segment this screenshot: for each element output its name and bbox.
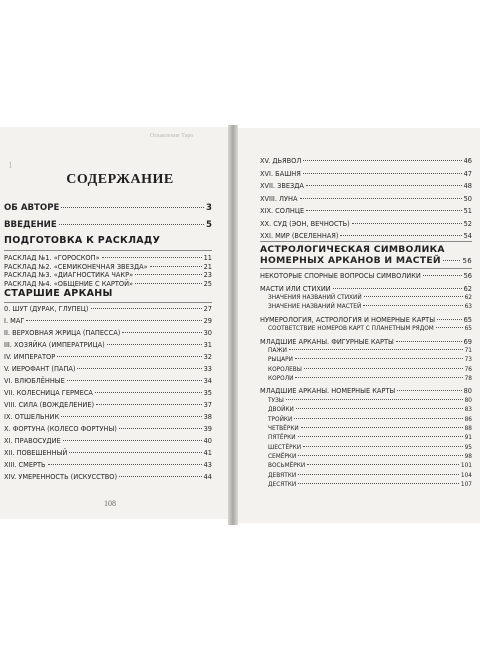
toc-entry-astrology[interactable] [260, 255, 472, 266]
entry-page: 41 [203, 449, 212, 457]
toc-entry-section[interactable] [260, 316, 472, 324]
entry-label: ВОСЬМЁРКИ [268, 463, 306, 470]
entry-label: XV. ДЬЯВОЛ [260, 157, 302, 165]
toc-entry-subsection[interactable] [268, 445, 472, 451]
toc-entry-arcanum[interactable] [260, 170, 472, 178]
entry-page: 73 [464, 357, 472, 364]
entry-page: 44 [203, 473, 212, 481]
dot-leader [437, 319, 462, 320]
dot-leader [135, 283, 202, 284]
toc-entry-arcanum[interactable] [4, 389, 212, 397]
toc-entry-subsection[interactable] [268, 454, 472, 460]
toc-entry-arcanum[interactable] [4, 317, 212, 325]
dot-leader [57, 356, 201, 357]
dot-leader [295, 377, 462, 378]
faint-header: Оглавление Таро [150, 133, 194, 139]
dot-leader [61, 207, 204, 208]
section-heading-preparation: ПОДГОТОВКА К РАСКЛАДУ [4, 235, 161, 246]
entry-page: 47 [463, 169, 472, 178]
entry-page: 30 [203, 329, 212, 337]
entry-page: 54 [463, 232, 472, 240]
dot-leader [333, 288, 462, 289]
entry-page: 86 [464, 416, 472, 423]
toc-entry-arcanum[interactable] [4, 461, 212, 469]
entry-label: ДЕСЯТКИ [268, 482, 297, 489]
toc-entry-subsection[interactable] [268, 473, 472, 479]
toc-entry-arcanum[interactable] [260, 157, 472, 165]
entry-page: 65 [463, 315, 472, 324]
toc-entry-arcanum[interactable] [4, 353, 212, 361]
divider [260, 241, 472, 242]
entry-label: V. ИЕРОФАНТ (ПАПА) [4, 365, 76, 373]
toc-entry-arcanum[interactable] [4, 425, 212, 433]
entry-page: 50 [463, 194, 472, 203]
entry-page: 33 [203, 365, 212, 373]
entry-label: XI. ПРАВОСУДИЕ [4, 437, 61, 445]
entry-page: 51 [463, 207, 472, 215]
dot-leader [59, 224, 204, 225]
entry-label: ПАЖИ [268, 348, 287, 355]
dot-leader [122, 332, 201, 333]
entry-page: 37 [203, 401, 212, 409]
dot-leader [150, 266, 202, 267]
divider [260, 268, 472, 269]
entry-page: 25 [203, 279, 212, 288]
dot-leader [295, 358, 463, 359]
toc-entry-arcanum[interactable] [4, 377, 212, 385]
dot-leader [298, 455, 462, 456]
dot-leader [63, 440, 202, 441]
dot-leader [303, 173, 462, 174]
toc-entry-spread[interactable] [4, 271, 212, 279]
entry-page: 56 [463, 272, 472, 280]
toc-entry-subsection[interactable] [268, 398, 472, 404]
toc-entry-arcanum[interactable] [4, 329, 212, 337]
entry-page: 23 [203, 271, 212, 279]
entry-label: XXI. МИР (ВСЕЛЕННАЯ) [260, 232, 339, 240]
entry-page: 32 [203, 353, 212, 361]
dot-leader [303, 160, 461, 161]
toc-entry-section[interactable] [260, 387, 472, 395]
entry-page: 46 [463, 157, 472, 165]
toc-entry-arcanum[interactable] [4, 365, 212, 373]
dot-leader [307, 464, 459, 465]
toc-entry-subsection[interactable] [268, 435, 472, 441]
entry-page: 21 [203, 262, 212, 271]
entry-page: 35 [203, 389, 212, 397]
entry-page: 43 [203, 461, 212, 469]
dot-leader [119, 428, 202, 429]
entry-label: XVIII. ЛУНА [260, 194, 298, 203]
entry-page: 63 [464, 304, 472, 311]
toc-entry-arcanum[interactable] [260, 232, 472, 240]
section-heading-major-arcana: СТАРШИЕ АРКАНЫ [4, 288, 113, 299]
entry-page: 78 [464, 376, 472, 383]
entry-label: ЧЕТВЁРКИ [268, 426, 299, 432]
entry-label: МАСТИ ИЛИ СТИХИИ [260, 284, 331, 293]
toc-entry-subsection[interactable] [268, 376, 472, 382]
entry-label: XVI. БАШНЯ [260, 169, 301, 178]
entry-page: 80 [464, 397, 472, 404]
entry-label: IX. ОТШЕЛЬНИК [4, 413, 60, 421]
toc-entry-subsection[interactable] [268, 426, 472, 432]
toc-entry-arcanum[interactable] [4, 341, 212, 349]
entry-label: РЫЦАРИ [268, 357, 293, 364]
dot-leader [300, 198, 462, 199]
entry-page: 62 [464, 295, 472, 301]
entry-page: 69 [463, 337, 472, 346]
toc-entry-arcanum[interactable] [4, 413, 212, 421]
dot-leader [396, 341, 462, 342]
entry-label: ДВОЙКИ [268, 407, 294, 414]
entry-label: I. МАГ [4, 317, 25, 325]
toc-entry-introduction[interactable] [4, 220, 212, 230]
dot-leader [135, 274, 202, 275]
entry-page: 91 [464, 435, 472, 442]
dot-leader [119, 476, 202, 477]
entry-label: XX. СУД (ЭОН, ВЕЧНОСТЬ) [260, 219, 350, 228]
entry-page: 98 [464, 454, 472, 461]
faint-number: 1 [8, 160, 13, 170]
toc-entry-section[interactable] [260, 272, 472, 280]
toc-entry-subsection[interactable] [268, 407, 472, 413]
entry-page: 40 [203, 437, 212, 445]
entry-label: III. ХОЗЯЙКА (ИМПЕРАТРИЦА) [4, 341, 105, 349]
entry-label: СООТВЕТСТВИЕ НОМЕРОВ КАРТ С ПЛАНЕТНЫМ РЯДОМ [268, 326, 434, 333]
entry-page: 11 [203, 254, 212, 262]
dot-leader [436, 327, 463, 328]
entry-page: 56 [462, 257, 472, 265]
entry-label: РАСКЛАД №1. «ГОРОСКОП» [4, 254, 100, 262]
dot-leader [77, 368, 201, 369]
entry-page: 3 [206, 203, 212, 213]
entry-label: ТРОЙКИ [268, 416, 293, 423]
dot-leader [423, 275, 462, 276]
dot-leader [304, 368, 463, 369]
entry-label: VII. КОЛЕСНИЦА ГЕРМЕСА [4, 389, 93, 397]
entry-label: ШЕСТЁРКИ [268, 444, 302, 451]
dot-leader [69, 452, 201, 453]
entry-label: РАСКЛАД №3. «ДИАГНОСТИКА ЧАКР» [4, 271, 134, 279]
dot-leader [48, 464, 202, 465]
entry-page: 83 [464, 407, 472, 414]
entry-page: 39 [203, 425, 212, 433]
dot-leader [298, 483, 459, 484]
dot-leader [363, 305, 462, 306]
entry-label: II. ВЕРХОВНАЯ ЖРИЦА (ПАПЕССА) [4, 329, 121, 337]
entry-label: РАСКЛАД №4. «ОБЩЕНИЕ С КАРТОЙ» [4, 279, 134, 288]
entry-label: XII. ПОВЕШЕННЫЙ [4, 449, 68, 457]
dot-leader [303, 446, 463, 447]
entry-page: 27 [203, 305, 212, 313]
toc-entry-arcanum[interactable] [260, 182, 472, 190]
entry-label: VIII. СИЛА (ВОЖДЕЛЕНИЕ) [4, 401, 95, 409]
dot-leader [96, 404, 202, 405]
entry-page: 5 [206, 220, 212, 230]
toc-entry-subsection[interactable] [268, 295, 472, 301]
divider [4, 250, 212, 251]
toc-entry-section[interactable] [260, 285, 472, 293]
toc-entry-subsection[interactable] [268, 367, 472, 373]
entry-label: ВВЕДЕНИЕ [4, 220, 57, 230]
entry-label: ДЕВЯТКИ [268, 472, 297, 479]
entry-page: 62 [463, 284, 472, 293]
dot-leader [443, 260, 461, 261]
dot-leader [306, 210, 461, 211]
entry-label: XIV. УМЕРЕННОСТЬ (ИСКУССТВО) [4, 473, 118, 481]
entry-label: НОМЕРНЫХ АРКАНОВ И МАСТЕЙ [260, 255, 441, 266]
entry-page: 29 [203, 317, 212, 325]
entry-label: НУМЕРОЛОГИЯ, АСТРОЛОГИЯ И НОМЕРНЫЕ КАРТЫ [260, 315, 436, 324]
entry-label: НЕКОТОРЫЕ СПОРНЫЕ ВОПРОСЫ СИМВОЛИКИ [260, 272, 421, 280]
toc-entry-subsection[interactable] [268, 304, 472, 310]
entry-page: 71 [464, 348, 472, 355]
toc-entry-arcanum[interactable] [260, 207, 472, 215]
toc-entry-arcanum[interactable] [4, 473, 212, 481]
toc-entry-subsection[interactable] [268, 482, 472, 488]
dot-leader [102, 257, 202, 258]
entry-page: 88 [464, 426, 472, 432]
entry-label: СЕМЁРКИ [268, 454, 297, 461]
entry-label: VI. ВЛЮБЛЁННЫЕ [4, 377, 65, 385]
entry-label: КОРОЛЕВЫ [268, 366, 302, 373]
divider [4, 302, 212, 303]
entry-page: 95 [464, 444, 472, 451]
dot-leader [298, 474, 459, 475]
toc-entry-arcanum[interactable] [4, 305, 212, 313]
dot-leader [340, 235, 461, 236]
entry-label: X. ФОРТУНА (КОЛЕСО ФОРТУНЫ) [4, 425, 117, 433]
toc-entry-arcanum[interactable] [4, 401, 212, 409]
entry-label: ОБ АВТОРЕ [4, 203, 60, 213]
toc-entry-arcanum[interactable] [260, 195, 472, 203]
dot-leader [301, 427, 463, 428]
dot-leader [95, 392, 202, 393]
entry-page: 107 [460, 482, 472, 489]
dot-leader [364, 296, 463, 297]
entry-label: КОРОЛИ [268, 376, 294, 383]
page-number: 108 [104, 499, 116, 508]
dot-leader [61, 416, 201, 417]
entry-page: 76 [464, 366, 472, 373]
entry-label: ТУЗЫ [268, 397, 284, 404]
entry-label: ЗНАЧЕНИЕ НАЗВАНИЙ МАСТЕЙ [268, 304, 362, 311]
entry-label: IV. ИМПЕРАТОР [4, 353, 56, 361]
toc-entry-subsection[interactable] [268, 417, 472, 423]
dot-leader [67, 380, 202, 381]
toc-entry-section[interactable] [260, 338, 472, 346]
entry-page: 101 [460, 463, 472, 470]
toc-entry-about-author[interactable] [4, 203, 212, 213]
entry-label: XIII. СМЕРТЬ [4, 461, 46, 469]
dot-leader [296, 408, 463, 409]
toc-entry-subsection[interactable] [268, 348, 472, 354]
entry-page: 52 [463, 219, 472, 228]
entry-label: ЗНАЧЕНИЯ НАЗВАНИЙ СТИХИЙ [268, 295, 362, 301]
entry-page: 80 [463, 387, 472, 396]
entry-page: 104 [460, 472, 472, 479]
entry-page: 48 [463, 182, 472, 190]
entry-label: XIX. СОЛНЦЕ [260, 207, 305, 215]
entry-page: 34 [203, 377, 212, 385]
dot-leader [306, 185, 462, 186]
toc-entry-subsection[interactable] [268, 326, 472, 332]
entry-label: ПЯТЁРКИ [268, 435, 296, 442]
entry-label: МЛАДШИЕ АРКАНЫ. НОМЕРНЫЕ КАРТЫ [260, 387, 396, 396]
entry-label: 0. ШУТ (ДУРАК, ГЛУПЕЦ) [4, 305, 89, 313]
entry-label: XVII. ЗВЕЗДА [260, 182, 304, 190]
entry-label: МЛАДШИЕ АРКАНЫ. ФИГУРНЫЕ КАРТЫ [260, 337, 394, 346]
toc-entry-spread[interactable] [4, 280, 212, 288]
toc-entry-subsection[interactable] [268, 463, 472, 469]
dot-leader [107, 344, 202, 345]
dot-leader [298, 436, 463, 437]
entry-label: РАСКЛАД №2. «СЕМИКОНЕЧНАЯ ЗВЕЗДА» [4, 262, 148, 271]
toc-entry-spread[interactable] [4, 254, 212, 262]
entry-page: 31 [203, 341, 212, 349]
dot-leader [294, 418, 462, 419]
page-title: СОДЕРЖАНИЕ [66, 172, 174, 187]
dot-leader [26, 320, 201, 321]
dot-leader [286, 399, 463, 400]
dot-leader [91, 308, 202, 309]
toc-entry-spread[interactable] [4, 263, 212, 271]
toc-entry-subsection[interactable] [268, 357, 472, 363]
dot-leader [352, 223, 462, 224]
entry-page: 38 [203, 413, 212, 421]
toc-entry-arcanum[interactable] [4, 437, 212, 445]
book-spine [228, 125, 238, 525]
dot-leader [397, 390, 461, 391]
entry-page: 65 [464, 326, 472, 333]
toc-entry-arcanum[interactable] [4, 449, 212, 457]
toc-entry-arcanum[interactable] [260, 220, 472, 228]
dot-leader [289, 349, 463, 350]
section-heading-astrology-line1: АСТРОЛОГИЧЕСКАЯ СИМВОЛИКА [260, 244, 445, 255]
